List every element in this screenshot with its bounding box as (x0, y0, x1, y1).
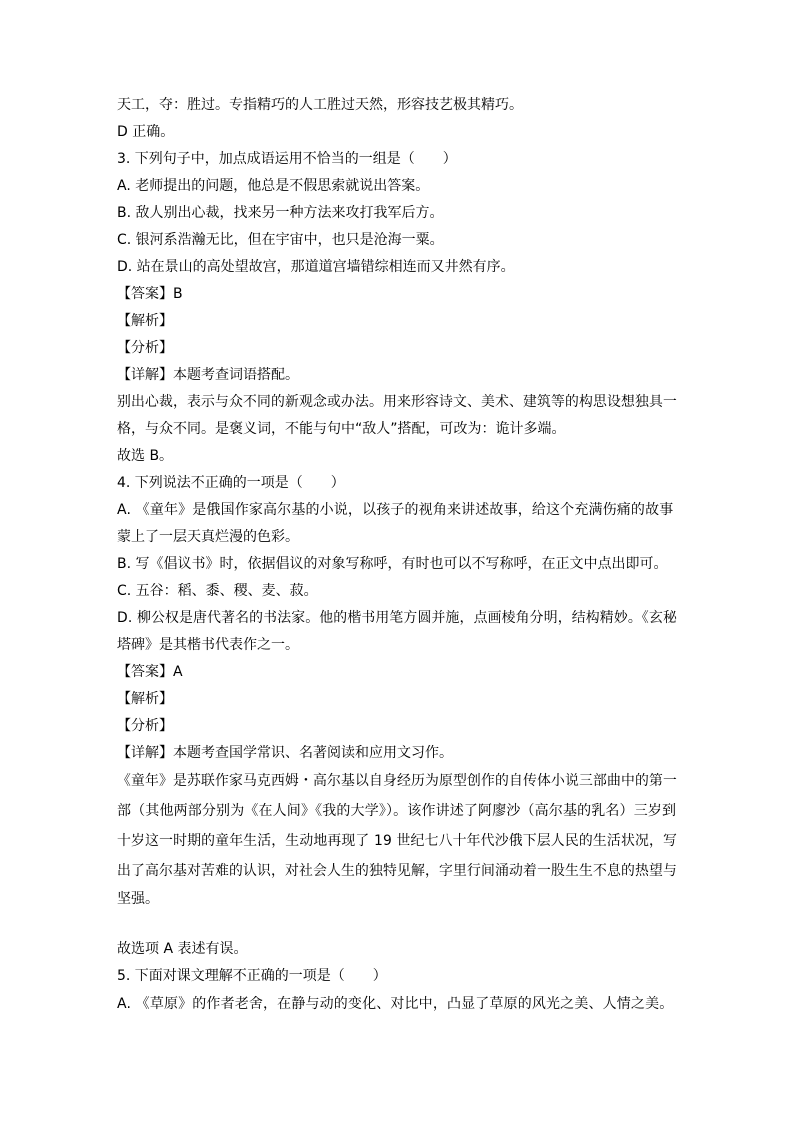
question-5-stem: 5. 下面对课文理解不正确的一项是（ ） (117, 968, 387, 984)
explanation-line: 十岁这一时期的童年生活，生动地再现了 19 世纪七八十年代沙俄下层人民的生活状况，写 (117, 833, 678, 849)
analysis-subheading: 【分析】 (117, 718, 173, 734)
question-5-option-a: A. 《草原》的作者老舍，在静与动的变化、对比中，凸显了草原的风光之美、人情之美。 (117, 996, 674, 1012)
detail-heading: 【详解】本题考查词语搭配。 (117, 367, 299, 383)
explanation-line: 部（其他两部分别为《在人间》《我的大学》）。该作讲述了阿廖沙（高尔基的乳名）三岁到 (117, 803, 677, 819)
conclusion-line: 故选 B。 (117, 448, 174, 464)
answer-label: 【答案】A (117, 664, 183, 680)
explanation-line: 《童年》是苏联作家马克西姆・高尔基以自身经历为原型创作的自传体小说三部曲中的第一 (117, 773, 678, 789)
question-4-option-d-cont: 塔碑》是其楷书代表作之一。 (117, 637, 299, 653)
question-4-option-d: D. 柳公权是唐代著名的书法家。他的楷书用笔方圆并施，点画棱角分明，结构精妙。《玄秘 (117, 610, 678, 626)
answer-label: 【答案】B (117, 286, 183, 302)
text-line: 天工，夺：胜过。专指精巧的人工胜过天然，形容技艺极其精巧。 (117, 97, 523, 113)
question-3-option-d: D. 站在景山的高处望故宫，那道道宫墙错综相连而又井然有序。 (117, 259, 515, 275)
conclusion-line: 故选项 A 表述有误。 (117, 941, 248, 957)
explanation-line: 出了高尔基对苦难的认识，对社会人生的独特见解，字里行间涌动着一股生生不息的热望与 (117, 863, 678, 879)
analysis-subheading: 【分析】 (117, 340, 173, 356)
analysis-heading: 【解析】 (117, 313, 173, 329)
analysis-heading: 【解析】 (117, 691, 173, 707)
detail-heading: 【详解】本题考查国学常识、名著阅读和应用文习作。 (117, 745, 453, 761)
explanation-line: 坚强。 (117, 891, 159, 907)
question-3-option-b: B. 敌人别出心裁，找来另一种方法来攻打我军后方。 (117, 205, 444, 221)
text-line: D 正确。 (117, 124, 175, 140)
question-4-option-c: C. 五谷：稻、黍、稷、麦、菽。 (117, 583, 318, 599)
question-4-option-a: A. 《童年》是俄国作家高尔基的小说，以孩子的视角来讲述故事，给这个充满伤痛的故事 (117, 502, 674, 518)
question-4-option-b: B. 写《倡议书》时，依据倡议的对象写称呼，有时也可以不写称呼，在正文中点出即可。 (117, 556, 668, 572)
explanation-line: 格，与众不同。是褒义词，不能与句中“敌人”搭配，可改为：诡计多端。 (117, 421, 566, 437)
question-4-stem: 4. 下列说法不正确的一项是（ ） (117, 475, 345, 491)
explanation-line: 别出心裁，表示与众不同的新观念或办法。用来形容诗文、美术、建筑等的构思设想独具一 (117, 394, 678, 410)
question-3-option-a: A. 老师提出的问题，他总是不假思索就说出答案。 (117, 178, 430, 194)
question-3-option-c: C. 银河系浩瀚无比，但在宇宙中，也只是沧海一粟。 (117, 232, 444, 248)
question-3-stem: 3. 下列句子中，加点成语运用不恰当的一组是（ ） (117, 151, 457, 167)
question-4-option-a-cont: 蒙上了一层天真烂漫的色彩。 (117, 529, 299, 545)
